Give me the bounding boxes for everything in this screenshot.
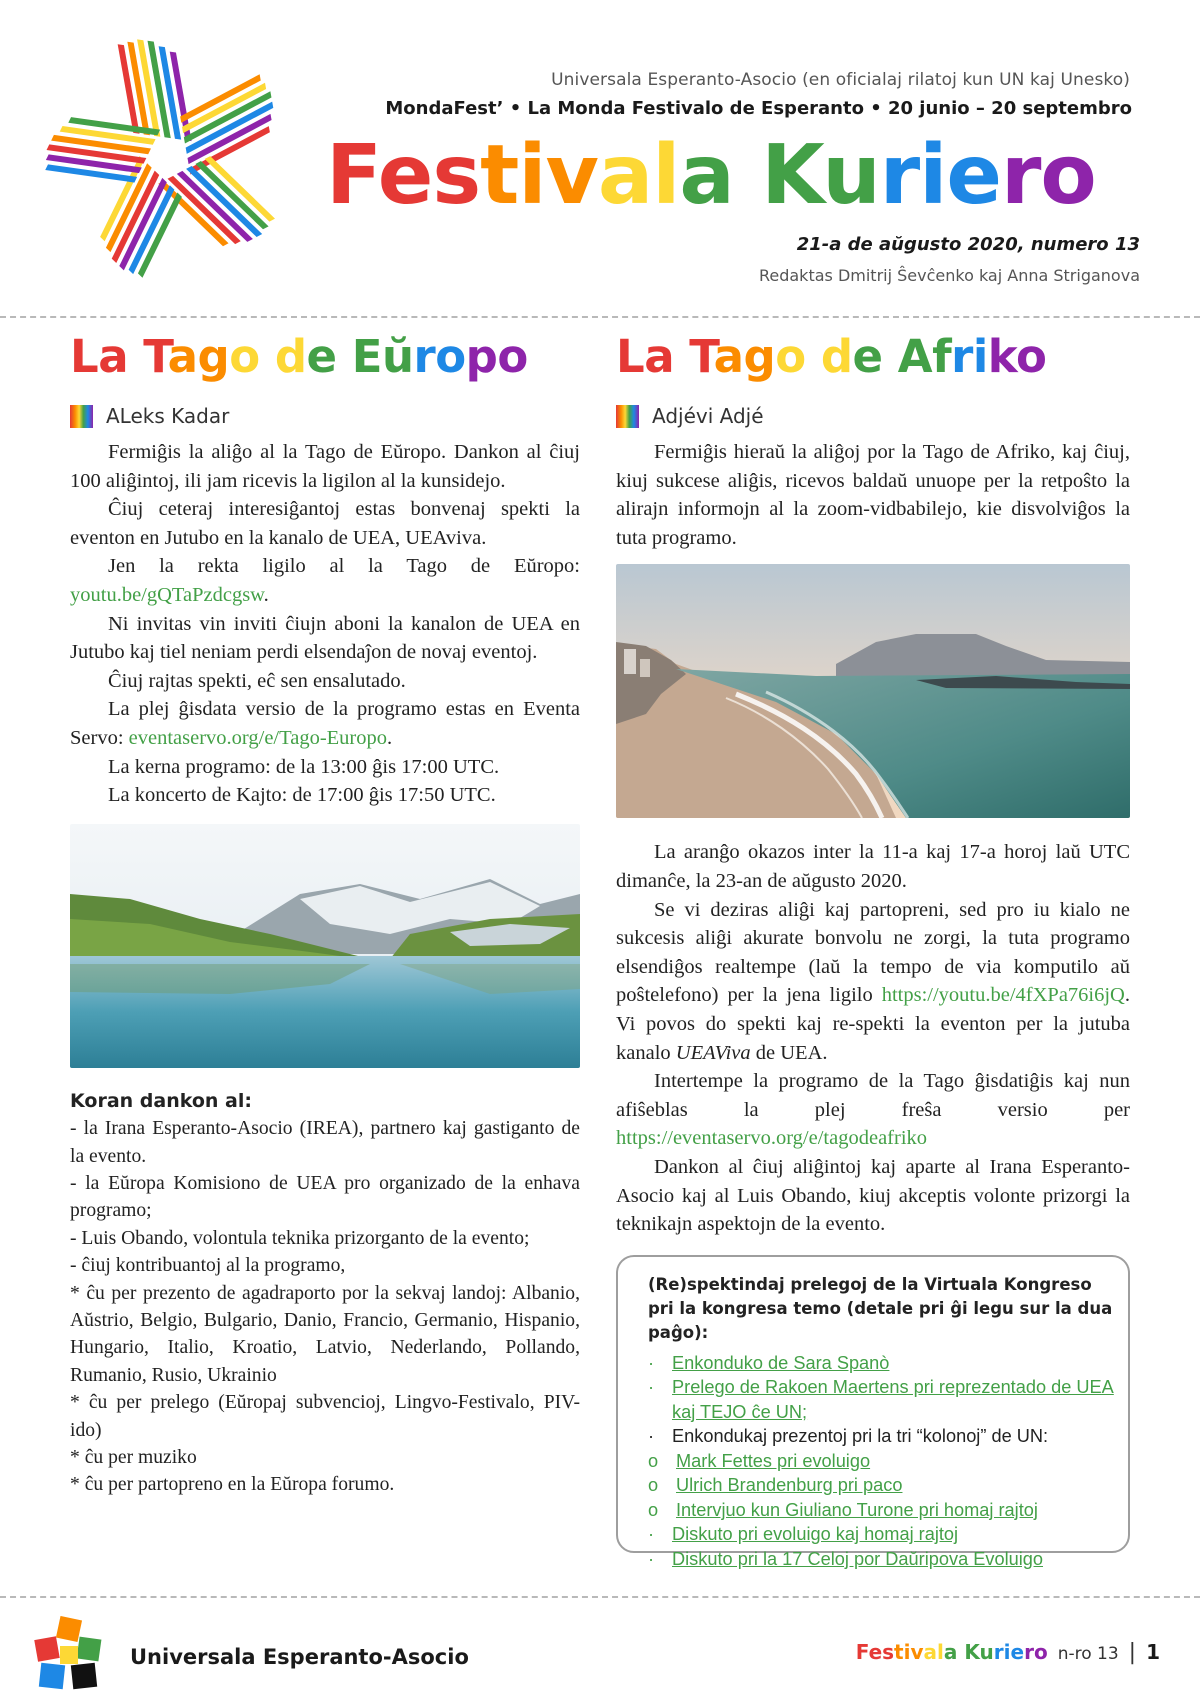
- talk-item: [648, 1547, 1114, 1572]
- africa-author: Adjévi Adjé: [652, 404, 764, 428]
- star-stripe: [138, 193, 182, 278]
- page-number: 1: [1146, 1640, 1160, 1664]
- organization-line: Universala Esperanto-Asocio (en oficialaj rilatoj kun UN kaj Unesko): [551, 70, 1130, 90]
- talk-item: [648, 1522, 1114, 1547]
- talk-link[interactable]: Ulrich Brandenburg pri paco: [676, 1475, 903, 1496]
- talk-label: Enkondukaj prezentoj pri la tri “kolonoj” de UN:: [672, 1426, 1049, 1447]
- inline-link[interactable]: youtu.be/gQTaPzdcgsw: [70, 583, 264, 606]
- header-divider: [0, 316, 1200, 318]
- paragraph: Fermiĝis la aliĝo al la Tago de Eŭropo. Dankon al ĉiuj 100 aliĝintoj, ili jam ricevis la ligilon al la kunsidejo.: [70, 441, 580, 492]
- footer-title: Festivala Kuriero: [855, 1640, 1048, 1664]
- newsletter-title: Festivala Kuriero: [326, 128, 1096, 223]
- talk-item: [648, 1449, 1114, 1474]
- uea-logo: [30, 1616, 106, 1692]
- footer-divider: [0, 1596, 1200, 1598]
- talks-box-title: (Re)spektindaj prelegoj de la Virtuala Kongreso pri la kongresa temo (detale pri ĝi legu sur la dua paĝo):: [648, 1274, 1113, 1342]
- footer-issue: n-ro 13: [1057, 1644, 1119, 1664]
- paragraph: Jen la rekta ligilo al la Tago de Eŭropo: youtu.be/gQTaPzdcgsw.: [70, 555, 580, 606]
- europe-author: ALeks Kadar: [106, 404, 230, 428]
- talk-link[interactable]: Enkonduko de Sara Spanò: [672, 1352, 890, 1373]
- paragraph: Ĉiuj rajtas spekti, eĉ sen ensalutado.: [108, 669, 406, 692]
- talk-link[interactable]: Mark Fettes pri evoluigo: [676, 1450, 871, 1471]
- bullet-icon: o: [648, 1499, 659, 1520]
- thanks-heading: Koran dankon al:: [70, 1089, 252, 1112]
- africa-title: La Tago de Afriko: [616, 330, 1047, 383]
- talk-link[interactable]: Intervjuo kun Giuliano Turone pri homaj rajtoj: [676, 1499, 1038, 1520]
- talk-item: [648, 1375, 1114, 1424]
- talk-link[interactable]: Diskuto pri la 17 Celoj por Daŭripova Evoluigo: [672, 1548, 1044, 1569]
- paragraph: Se vi deziras aliĝi kaj partopreni, sed pro iu kialo ne sukcesis aliĝi akurate bonvolu ne zorgi, la tuta programo elsendiĝos realtempe (laŭ la tempo de via komputilo aŭ poŝtelefono) per la jena ligilo https://youtu.be/4fXPa76i6jQ. Vi povos do spekti kaj re-spekti la eventon per la jutuba kanalo UEAViva de UEA.: [616, 898, 1130, 1064]
- talk-link[interactable]: Prelego de Rakoen Maertens pri reprezentado de UEA kaj TEJO ĉe UN;: [672, 1377, 1114, 1422]
- channel-name: UEAViva: [675, 1041, 751, 1064]
- footer-right: [856, 1640, 1160, 1665]
- festival-star-logo: [28, 25, 303, 290]
- bullet-icon: ·: [648, 1377, 655, 1398]
- inline-link[interactable]: https://youtu.be/4fXPa76i6jQ: [881, 984, 1125, 1007]
- talk-link[interactable]: Diskuto pri evoluigo kaj homaj rajtoj: [672, 1524, 959, 1545]
- talk-item: [648, 1351, 1114, 1376]
- table-mountain-beach-photo: [616, 564, 1130, 818]
- paragraph: La koncerto de Kajto: de 17:00 ĝis 17:50 UTC.: [108, 784, 496, 807]
- footer-separator: |: [1128, 1640, 1137, 1665]
- bullet-icon: ·: [648, 1426, 655, 1447]
- rainbow-square-icon: [70, 405, 93, 428]
- thanks-line: - la Irana Esperanto-Asocio (IREA), partnero kaj gastiganto de la evento.: [70, 1118, 580, 1167]
- africa-byline: [616, 404, 1130, 428]
- talks-list: [648, 1351, 1114, 1572]
- thanks-lines: [70, 1115, 580, 1499]
- paragraph: Ni invitas vin inviti ĉiujn aboni la kanalon de UEA en Jutubo kaj tiel neniam perdi elsendaĵon de novaj eventoj.: [70, 612, 580, 664]
- africa-intro-paragraph: Fermiĝis hieraŭ la aliĝoj por la Tago de Afriko, kaj ĉiuj, kiuj sukcese aliĝis, ricevos baldaŭ unuope per la retpoŝto la alirajn informojn al la zoom-vidbabilejo, kie disvolviĝos la tuta programo.: [616, 441, 1130, 549]
- thanks-line: * ĉu per prezento de agadraporto por la sekvaj landoj: Albanio, Aŭstrio, Belgio, Bulgario, Danio, Francio, Germanio, Hispanio, Hungario, Italio, Kroatio, Latvio, Nederlando, Pollando, Rumanio, Rusio, Ukrainio: [70, 1282, 580, 1386]
- europe-body: [70, 438, 580, 810]
- paragraph: La aranĝo okazos inter la 11-a kaj 17-a horoj laŭ UTC dimanĉe, la 23-an de aŭgusto 2020.: [616, 841, 1130, 892]
- europe-byline: [70, 404, 580, 428]
- talks-box: [616, 1255, 1130, 1569]
- inline-link[interactable]: https://eventaservo.org/e/tagodeafriko: [616, 1127, 928, 1150]
- bullet-icon: ·: [648, 1352, 655, 1373]
- thanks-line: * ĉu per partopreno en la Eŭropa forumo.: [70, 1474, 395, 1496]
- africa-body: [616, 838, 1130, 1238]
- footer-organization: Universala Esperanto-Asocio: [130, 1645, 469, 1669]
- paragraph: La kerna programo: de la 13:00 ĝis 17:00 UTC.: [108, 755, 500, 778]
- paragraph: La plej ĝisdata versio de la programo estas en Eventa Servo: eventaservo.org/e/Tago-Europo.: [70, 698, 580, 749]
- paragraph: Intertempe la programo de la Tago ĝisdatiĝis kaj nun afiŝeblas la plej freŝa versio per https://eventaservo.org/e/tagodeafriko: [616, 1070, 1130, 1150]
- festival-line: MondaFest’ • La Monda Festivalo de Esperanto • 20 junio – 20 septembro: [385, 98, 1132, 119]
- bullet-icon: ·: [648, 1548, 655, 1569]
- inline-link[interactable]: eventaservo.org/e/Tago-Europo: [128, 726, 387, 749]
- europe-title: La Tago de Eŭropo: [70, 330, 528, 383]
- paragraph: Ĉiuj ceteraj interesiĝantoj estas bonvenaj spekti la eventon en Jutubo en la kanalo de UEA, UEAviva.: [70, 498, 580, 549]
- talk-item: [648, 1473, 1114, 1498]
- thanks-line: - ĉiuj kontribuantoj al la programo,: [70, 1255, 346, 1277]
- thanks-line: * ĉu per prelego (Eŭropaj subvencioj, Lingvo-Festivalo, PIV-ido): [70, 1392, 580, 1441]
- paragraph: Dankon al ĉiuj aliĝintoj kaj aparte al Irana Esperanto-Asocio kaj al Luis Obando, kiuj akceptis volonte prizorgi la teknikajn aspektojn de la evento.: [616, 1155, 1130, 1236]
- africa-intro: [616, 438, 1130, 552]
- alpine-lake-photo: [70, 824, 580, 1068]
- issue-date: 21-a de aŭgusto 2020, numero 13: [796, 234, 1140, 255]
- thanks-line: - la Eŭropa Komisiono de UEA pro organizado de la enhava programo;: [70, 1172, 580, 1222]
- talk-item: [648, 1498, 1114, 1523]
- europe-article: [70, 330, 580, 1499]
- rainbow-square-icon: [616, 405, 639, 428]
- editors-line: Redaktas Dmitrij Ŝevĉenko kaj Anna Striganova: [758, 266, 1140, 285]
- talk-item: [648, 1424, 1114, 1449]
- bullet-icon: ·: [648, 1524, 655, 1545]
- bullet-icon: o: [648, 1450, 659, 1471]
- bullet-icon: o: [648, 1475, 659, 1496]
- africa-article: [616, 330, 1130, 1569]
- thanks-line: * ĉu per muziko: [70, 1447, 197, 1468]
- thanks-line: - Luis Obando, volontula teknika prizorganto de la evento;: [70, 1227, 530, 1249]
- europe-thanks: [70, 1088, 580, 1499]
